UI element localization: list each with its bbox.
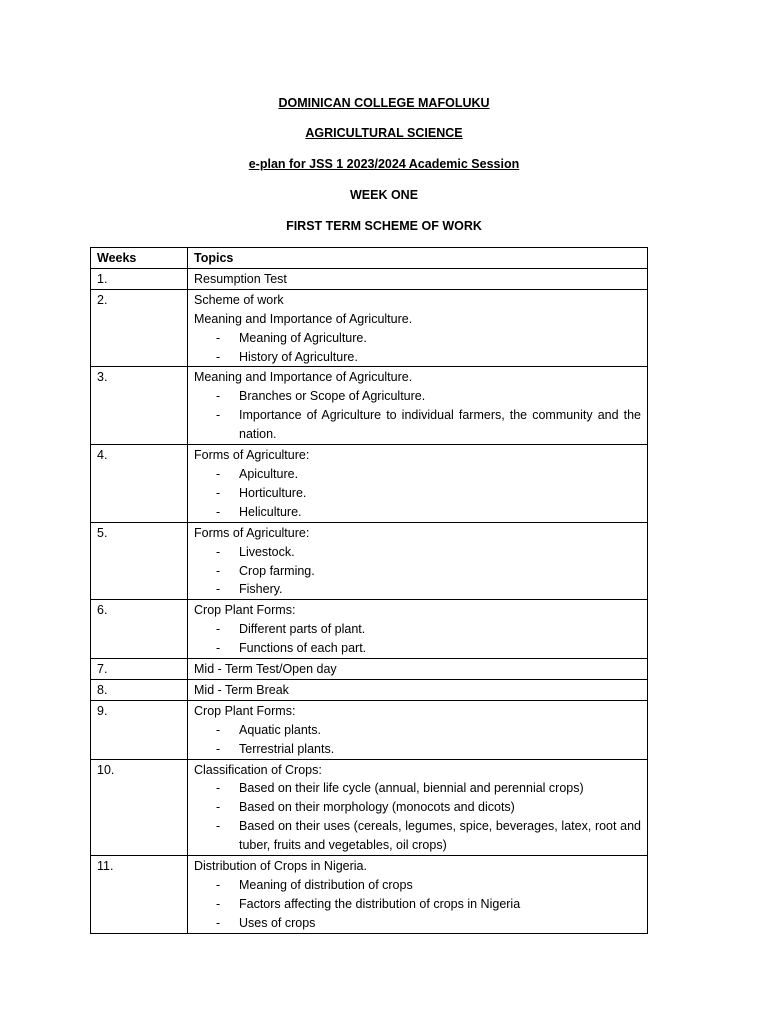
table-header-row bbox=[91, 248, 648, 269]
topics-column-header: Topics bbox=[188, 248, 648, 269]
bullet-dash: - bbox=[216, 349, 221, 364]
subtopic-item bbox=[194, 406, 641, 444]
subtopic-item bbox=[194, 348, 641, 367]
subtopic-item bbox=[194, 484, 641, 503]
table-row bbox=[91, 759, 648, 856]
topic-text: Resumption Test bbox=[194, 271, 287, 286]
subtopic-text: Uses of crops bbox=[239, 915, 316, 930]
week-number-cell: 5. bbox=[91, 522, 188, 600]
topics-cell bbox=[188, 268, 648, 289]
topic-text: Mid - Term Break bbox=[194, 682, 289, 697]
table-row bbox=[91, 679, 648, 700]
topics-cell bbox=[188, 522, 648, 600]
subtopic-text: Meaning of distribution of crops bbox=[239, 878, 413, 892]
subtopic-text: Meaning of Agriculture. bbox=[239, 330, 367, 345]
bullet-dash: - bbox=[216, 408, 221, 423]
week-number-cell: 11. bbox=[91, 856, 188, 934]
bullet-dash: - bbox=[216, 622, 221, 637]
subtopic-item bbox=[194, 465, 641, 484]
topic-text: Meaning and Importance of Agriculture. bbox=[194, 311, 413, 326]
subtopic-text: Aquatic plants. bbox=[239, 722, 321, 737]
subtopic-text: Branches or Scope of Agriculture. bbox=[239, 389, 426, 404]
plan-title: e-plan for JSS 1 2023/2024 Academic Session bbox=[248, 157, 520, 171]
week-number-cell: 7. bbox=[91, 659, 188, 680]
subtopic-text: Based on their morphology (monocots and dicots) bbox=[239, 800, 515, 815]
subtopic-text: History of Agriculture. bbox=[239, 349, 358, 364]
week-number-cell: 2. bbox=[91, 289, 188, 367]
week-number-cell: 10. bbox=[91, 759, 188, 856]
topic-text: Crop Plant Forms: bbox=[194, 603, 296, 618]
subtopic-text: Livestock. bbox=[239, 544, 295, 559]
subtopic-item bbox=[194, 740, 641, 759]
subtopic-item bbox=[194, 798, 641, 817]
bullet-dash: - bbox=[216, 741, 221, 756]
topic-text: Scheme of work bbox=[194, 292, 284, 307]
bullet-dash: - bbox=[216, 466, 221, 481]
subtopic-list bbox=[194, 465, 641, 522]
subtopic-text: Fishery. bbox=[239, 582, 283, 597]
topic-text: Forms of Agriculture: bbox=[194, 525, 310, 540]
topic-text: Classification of Crops: bbox=[194, 762, 322, 777]
bullet-dash: - bbox=[216, 781, 221, 796]
subtopic-item bbox=[194, 895, 641, 914]
subtopic-text: Functions of each part. bbox=[239, 641, 367, 656]
table-row bbox=[91, 445, 648, 523]
subtopic-item bbox=[194, 817, 641, 855]
bullet-dash: - bbox=[216, 800, 221, 815]
week-number-cell: 4. bbox=[91, 445, 188, 523]
scheme-title: FIRST TERM SCHEME OF WORK bbox=[286, 219, 482, 233]
topics-cell bbox=[188, 700, 648, 759]
school-name: DOMINICAN COLLEGE MAFOLUKU bbox=[278, 96, 490, 110]
subtopic-list bbox=[194, 387, 641, 444]
week-label: WEEK ONE bbox=[349, 188, 419, 202]
table-row bbox=[91, 367, 648, 445]
table-row bbox=[91, 659, 648, 680]
week-number-cell: 1. bbox=[91, 268, 188, 289]
table-row bbox=[91, 289, 648, 367]
topic-text: Crop Plant Forms: bbox=[194, 703, 296, 718]
topic-text: Meaning and Importance of Agriculture. bbox=[194, 370, 413, 385]
subtopic-text: Heliculture. bbox=[239, 504, 302, 519]
subtopic-text: Horticulture. bbox=[239, 485, 307, 500]
subtopic-item bbox=[194, 543, 641, 562]
table-row bbox=[91, 600, 648, 659]
subtopic-item bbox=[194, 562, 641, 581]
topics-cell bbox=[188, 445, 648, 523]
subtopic-text: Different parts of plant. bbox=[239, 622, 366, 637]
bullet-dash: - bbox=[216, 330, 221, 345]
bullet-dash: - bbox=[216, 504, 221, 519]
topics-cell bbox=[188, 289, 648, 367]
subtopic-item bbox=[194, 639, 641, 658]
bullet-dash: - bbox=[216, 544, 221, 559]
subtopic-list bbox=[194, 329, 641, 367]
subtopic-text: Terrestrial plants. bbox=[239, 741, 335, 756]
subtopic-item bbox=[194, 329, 641, 348]
subtopic-item bbox=[194, 779, 641, 798]
topics-cell bbox=[188, 759, 648, 856]
topics-cell bbox=[188, 659, 648, 680]
bullet-dash: - bbox=[216, 582, 221, 597]
topics-cell bbox=[188, 600, 648, 659]
topic-text: Distribution of Crops in Nigeria. bbox=[194, 859, 367, 874]
subtopic-list bbox=[194, 779, 641, 855]
subtopic-list bbox=[194, 620, 641, 658]
topics-cell bbox=[188, 856, 648, 934]
subtopic-item bbox=[194, 721, 641, 740]
bullet-dash: - bbox=[216, 641, 221, 656]
subtopic-text: Based on their life cycle (annual, biennial and perennial crops) bbox=[239, 781, 584, 796]
bullet-dash: - bbox=[216, 563, 221, 578]
week-number-cell: 8. bbox=[91, 679, 188, 700]
topics-cell bbox=[188, 679, 648, 700]
table-row bbox=[91, 700, 648, 759]
subtopic-item bbox=[194, 876, 641, 895]
subtopic-text: Crop farming. bbox=[239, 563, 315, 578]
bullet-dash: - bbox=[216, 915, 221, 930]
table-row bbox=[91, 522, 648, 600]
subtopic-item bbox=[194, 580, 641, 599]
scheme-of-work-table bbox=[90, 247, 648, 934]
subtopic-text: Importance of Agriculture to individual farmers, the community and the nation. bbox=[239, 408, 641, 442]
subtopic-item bbox=[194, 620, 641, 639]
subtopic-item bbox=[194, 503, 641, 522]
topics-cell bbox=[188, 367, 648, 445]
bullet-dash: - bbox=[216, 722, 221, 737]
subtopic-list bbox=[194, 543, 641, 600]
subtopic-item bbox=[194, 914, 641, 933]
bullet-dash: - bbox=[216, 389, 221, 404]
weeks-column-header: Weeks bbox=[91, 248, 188, 269]
week-number-cell: 6. bbox=[91, 600, 188, 659]
topic-text: Forms of Agriculture: bbox=[194, 448, 310, 463]
table-row bbox=[91, 268, 648, 289]
bullet-dash: - bbox=[216, 878, 221, 892]
week-number-cell: 9. bbox=[91, 700, 188, 759]
table-row bbox=[91, 856, 648, 934]
subject-title: AGRICULTURAL SCIENCE bbox=[305, 126, 463, 140]
subtopic-list bbox=[194, 721, 641, 759]
subtopic-item bbox=[194, 387, 641, 406]
subtopic-list bbox=[194, 876, 641, 933]
bullet-dash: - bbox=[216, 896, 221, 911]
subtopic-text: Factors affecting the distribution of crops in Nigeria bbox=[239, 896, 521, 911]
week-number-cell: 3. bbox=[91, 367, 188, 445]
topic-text: Mid - Term Test/Open day bbox=[194, 662, 337, 677]
subtopic-text: Apiculture. bbox=[239, 466, 299, 481]
subtopic-text: Based on their uses (cereals, legumes, spice, beverages, latex, root and tuber, fruits and vegetables, oil crops) bbox=[239, 819, 641, 853]
bullet-dash: - bbox=[216, 485, 221, 500]
bullet-dash: - bbox=[216, 819, 221, 834]
